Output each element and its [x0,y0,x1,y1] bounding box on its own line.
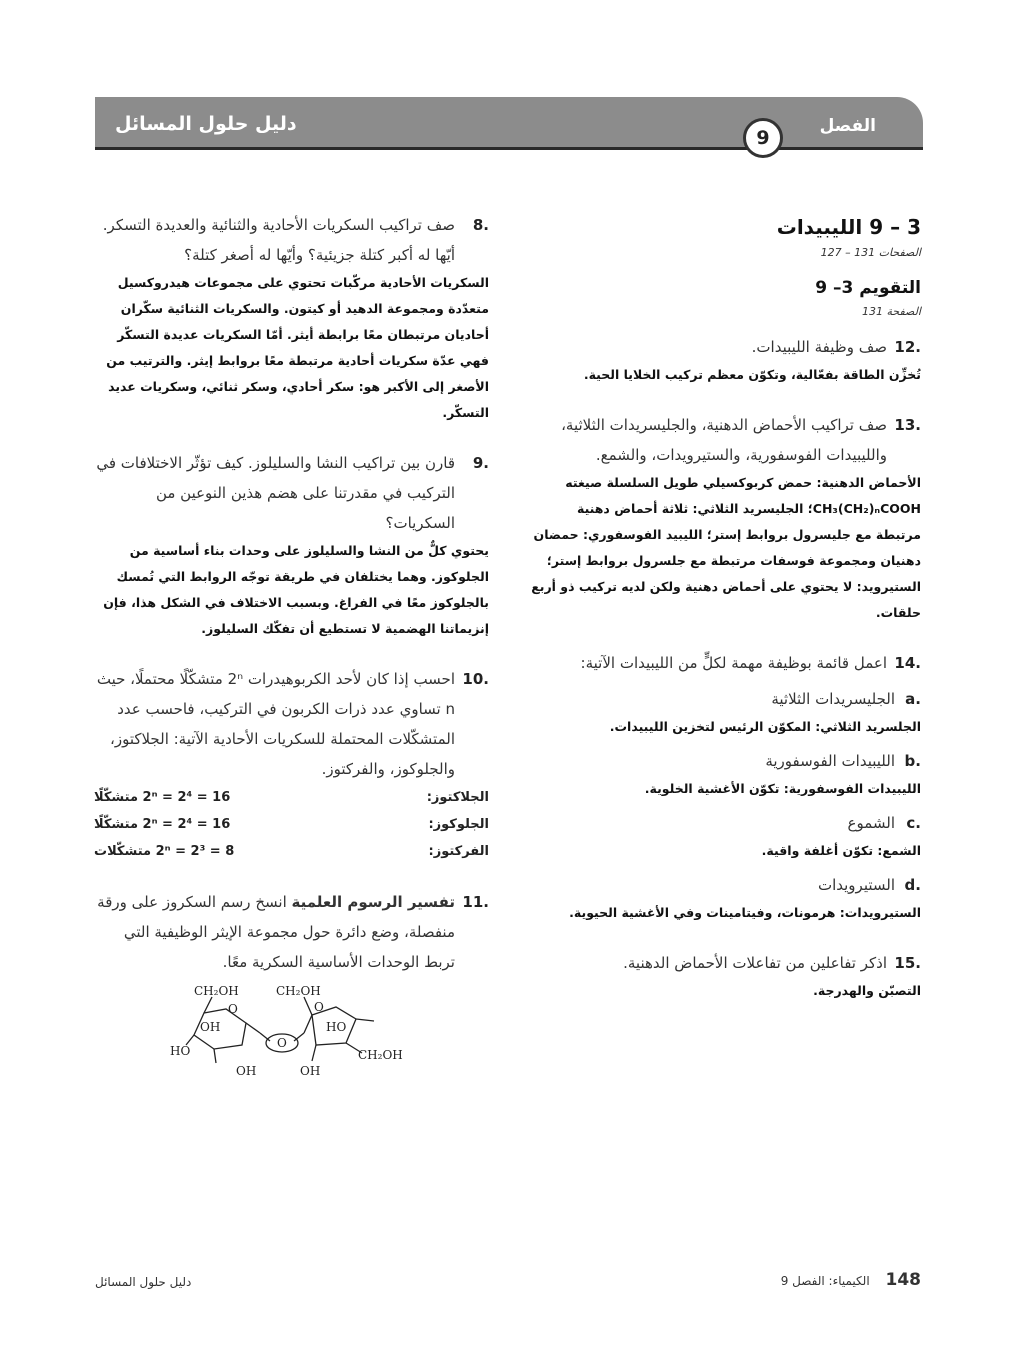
list-item [528,808,921,838]
ring-oxygen-label: O [228,1002,238,1016]
section-pages: الصفحات 131 – 127 [820,246,921,259]
isomer-row [94,784,489,811]
item-letter: .b [904,752,921,770]
answer-text: السكريات الأحادية مركّبات تحتوي على مجموعات هيدروكسيل متعدّدة ومجموعة الدهيد أو كيتون. والسكريات الثنائية سكّران أحاديان مرتبطان معًا برابطة أيثر. أمّا السكريات عديدة التسكّر فهي عدّة سكريات أحادية مرتبطة معًا بروابط إيثر. والترتيب من الأصغر إلى الأكبر هو: سكر أحادي، وسكر ثنائي، وسكريات عديد التسكّر. [106,275,489,420]
isomer-count: 2ⁿ = 2³ = 8 متشكّلات [94,844,235,859]
item-label: الستيرويدات [817,876,895,894]
question-11 [94,887,489,1083]
question-text: احسب إذا كان لأحد الكربوهيدرات 2ⁿ متشكّلًا محتملًا، حيث n تساوي عدد ذرات الكربون في التركيب، فاحسب عدد المتشكّلات المحتملة للسكريات الأحادية الآتية: الجلاكتوز، والجلوكوز، والفركتوز. [96,670,455,778]
isomer-count: 2ⁿ = 2⁴ = 16 متشكّلًا [94,790,231,805]
ch2oh-label: CH₂OH [276,984,321,998]
hydroxyl-label: OH [300,1064,321,1078]
question-text: صف تراكيب السكريات الأحادية والثنائية والعديدة التسكر. أيّها له أكبر كتلة جزيئية؟ وأيّها له أصغر كتلة؟ [102,216,455,264]
item-letter: .c [906,814,921,832]
item-label: الجليسريدات الثلاثية [771,690,895,708]
answer-text: الليبيدات الفوسفورية: تكوّن الأغشية الخلوية. [644,781,921,796]
isomer-row [94,838,489,865]
isomer-count: 2ⁿ = 2⁴ = 16 متشكّلًا [94,817,231,832]
ring-oxygen-label: O [314,1000,324,1014]
hydroxyl-label: OH [200,1020,221,1034]
question-text: صف وظيفة الليبيدات. [751,338,887,356]
footer-page-info [781,1270,921,1290]
item-letter: .d [904,876,921,894]
question-number: .10 [462,670,489,688]
isomer-row [94,811,489,838]
hydroxyl-label: OH [236,1064,257,1078]
sugar-name: الجلاكتوز: [426,790,489,805]
question-13 [528,410,921,626]
question-10 [94,664,489,865]
question-number: .15 [894,954,921,972]
list-item [528,870,921,900]
hydroxyl-label: HO [326,1020,347,1034]
question-12 [528,332,921,388]
header-rule [95,147,923,150]
question-number: .9 [472,454,489,472]
item-label: الليبيدات الفوسفورية [765,752,895,770]
footer-subject: الكيمياء: الفصل 9 [780,1274,870,1288]
question-text: اذكر تفاعلين من تفاعلات الأحماض الدهنية. [623,954,887,972]
question-14 [528,648,921,926]
question-text: صف تراكيب الأحماض الدهنية، والجليسريدات الثلاثية، والليبيدات الفوسفورية، والستيرويدات، والشمع. [561,416,887,464]
column-lipids-section [528,210,921,1026]
question-text: اعمل قائمة بوظيفة مهمة لكلٍّ من الليبيدات الآتية: [580,654,887,672]
answer-text: الشمع: تكوّن أغلفة واقية. [761,843,921,858]
answer-text: يحتوي كلٌّ من النشا والسليلوز على وحدات بناء أساسية من الجلوكوز. وهما يختلفان في طريقة توجّه الروابط التي تُمسك بالجلوكوز معًا في الفراغ. وبسبب الاختلاف في الشكل هذا، فإن إنزيماتنا الهضمية لا تستطيع أن تفكّك السليلوز. [103,543,489,636]
section-title: 3 – 9 الليبيدات [776,215,921,239]
item-label: الشموع [847,814,895,832]
chapter-label: الفصل [819,116,876,136]
question-number: .13 [894,416,921,434]
header-title: دليل حلول المسائل [115,113,297,135]
column-questions-8-11 [94,210,489,1105]
sugar-name: الفركتوز: [428,844,489,859]
sucrose-structure-diagram [164,983,444,1083]
chapter-number-badge: 9 [743,118,783,158]
question-9 [94,448,489,642]
evaluation-title: التقويم 3– 9 [815,278,921,298]
page-number: 148 [885,1270,921,1290]
answer-text: الستيرويدات: هرمونات، وفيتامينات وفي الأغشية الحيوية. [569,905,921,920]
question-number: .8 [472,216,489,234]
answer-text: الأحماض الدهنية: حمض كربوكسيلي طويل السلسلة صيغته CH₃(CH₂)ₙCOOH؛ الجليسريد الثلاثي: ثلاثة أحماض دهنية مرتبطة مع جليسرول بروابط إستر؛ الليبيد الفوسفوري: حمضان دهنيان ومجموعة فوسفات مرتبطة مع جلسرول بروابط إستر؛ الستيرويد: لا يحتوي على أحماض دهنية ولكن لديه تركيب ذو أربع حلقات. [531,475,921,620]
ch2oh-label: CH₂OH [358,1048,403,1062]
sugar-name: الجلوكوز: [428,817,489,832]
question-number: .11 [462,893,489,911]
answer-text: تُخزِّن الطاقة بفعّالية، وتكوّن معظم تركيب الخلايا الحية. [583,367,921,382]
ch2oh-label: CH₂OH [194,984,239,998]
answer-text: التصبّن والهدرجة. [813,983,921,998]
footer-guide-label: دليل حلول المسائل [95,1275,192,1289]
evaluation-pages: الصفحة 131 [861,305,921,318]
hydroxyl-label: HO [170,1044,191,1058]
question-number: .14 [894,654,921,672]
question-15 [528,948,921,1004]
question-text: انسخ رسم السكروز على ورقة منفصلة، وضع دائرة حول مجموعة الإيثر الوظيفية التي تربط الوحدات الأساسية السكرية معًا. [97,893,455,971]
question-8 [94,210,489,426]
question-title: تفسير الرسوم العلمية [291,893,455,911]
ether-oxygen-label: O [277,1036,287,1050]
list-item [528,746,921,776]
answer-text: الجلسريد الثلاثي: المكوّن الرئيس لتخزين الليبيدات. [609,719,921,734]
list-item [528,684,921,714]
question-number: .12 [894,338,921,356]
question-text: قارن بين تراكيب النشا والسليلوز. كيف تؤثّر الاختلافات في التركيب في مقدرتنا على هضم هذين النوعين من السكريات؟ [96,454,455,532]
item-letter: .a [905,690,921,708]
